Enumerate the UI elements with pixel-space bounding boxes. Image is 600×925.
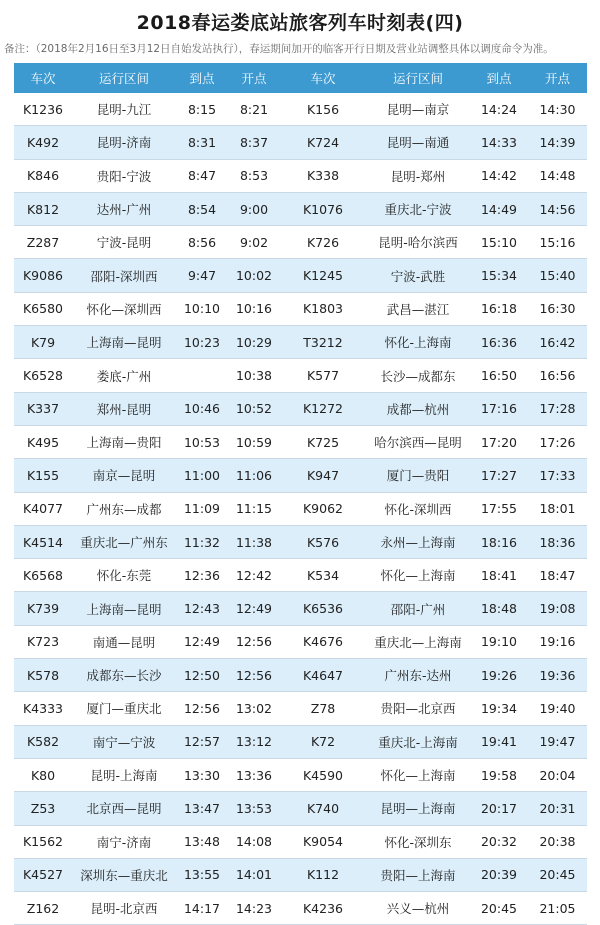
cell-route-2: 昆明-郑州: [390, 168, 446, 184]
cell-route-2: 贵阳—上海南: [380, 867, 456, 883]
cell-route: 南通—昆明: [92, 634, 156, 650]
table-row: [14, 293, 587, 326]
cell-arrival: 12:43: [183, 601, 221, 617]
table-row: [14, 326, 587, 359]
cell-arrival-2: 20:39: [480, 867, 518, 883]
cell-arrival-2: 14:49: [480, 201, 518, 217]
cell-departure: 13:12: [235, 734, 273, 750]
cell-arrival: 13:47: [183, 800, 221, 816]
cell-train-no-2: K338: [306, 168, 340, 184]
cell-train-no: K155: [26, 467, 60, 483]
cell-departure-2: 17:28: [539, 401, 576, 417]
cell-arrival-2: 19:41: [480, 734, 518, 750]
cell-train-no: K9086: [22, 268, 63, 284]
table-row: [14, 759, 587, 792]
cell-arrival-2: 15:10: [480, 234, 518, 250]
cell-arrival-2: 17:55: [480, 501, 518, 517]
cell-route-2: 昆明—南通: [386, 135, 450, 151]
cell-route: 南京—昆明: [92, 468, 156, 484]
cell-departure: 10:29: [235, 334, 273, 350]
cell-departure-2: 20:04: [539, 767, 576, 783]
cell-route: 昆明-北京西: [90, 901, 158, 917]
header-arrival-2: 到点: [486, 71, 512, 86]
cell-departure: 8:37: [239, 134, 269, 150]
cell-departure: 11:06: [235, 467, 273, 483]
table-row: [14, 393, 587, 426]
cell-train-no: K6580: [22, 301, 63, 317]
cell-train-no: K582: [26, 734, 60, 750]
cell-train-no: K6528: [22, 368, 63, 384]
cell-route-2: 怀化-深圳西: [384, 501, 452, 517]
cell-route-2: 成都—杭州: [386, 401, 450, 417]
cell-route: 怀化-东莞: [96, 568, 152, 584]
table-row: [14, 193, 587, 226]
cell-departure: 11:15: [235, 501, 273, 517]
table-row: [14, 859, 587, 892]
cell-route: 上海南—贵阳: [86, 435, 162, 451]
cell-train-no-2: K112: [306, 867, 340, 883]
cell-departure: 8:53: [239, 168, 269, 184]
cell-departure: 12:42: [235, 567, 273, 583]
cell-departure-2: 20:31: [539, 800, 576, 816]
cell-train-no: K492: [26, 134, 60, 150]
cell-train-no: Z162: [26, 900, 60, 916]
cell-train-no-2: Z78: [310, 700, 336, 716]
cell-train-no-2: K1076: [302, 201, 343, 217]
table-header: [14, 63, 587, 93]
table-row: [14, 259, 587, 292]
cell-train-no: K495: [26, 434, 60, 450]
cell-train-no: K739: [26, 601, 60, 617]
cell-arrival-2: 14:42: [480, 168, 518, 184]
cell-arrival-2: 16:50: [480, 368, 518, 384]
cell-train-no-2: K740: [306, 800, 340, 816]
table-row: [14, 126, 587, 159]
cell-arrival: 13:55: [183, 867, 221, 883]
cell-departure: 12:49: [235, 601, 273, 617]
cell-train-no: K4527: [22, 867, 63, 883]
cell-departure-2: 20:38: [539, 834, 576, 850]
cell-arrival: 10:23: [183, 334, 221, 350]
cell-route: 昆明-九江: [96, 102, 152, 118]
cell-train-no-2: K72: [310, 734, 336, 750]
cell-departure-2: 14:39: [539, 134, 576, 150]
table-row: [14, 559, 587, 592]
header-train-no-2: 车次: [310, 71, 336, 86]
cell-route-2: 长沙—成都东: [380, 368, 456, 384]
cell-arrival: 10:53: [183, 434, 221, 450]
cell-arrival-2: 18:48: [480, 601, 518, 617]
cell-route-2: 邵阳-广州: [390, 601, 446, 617]
header-departure-2: 开点: [544, 71, 570, 86]
cell-departure: 9:02: [239, 234, 269, 250]
cell-route-2: 宁波-武胜: [390, 268, 446, 284]
header-route-2: 运行区间: [392, 71, 443, 86]
cell-route-2: 怀化-上海南: [384, 335, 452, 351]
cell-departure-2: 15:16: [539, 234, 576, 250]
cell-arrival-2: 20:32: [480, 834, 518, 850]
cell-arrival-2: 17:16: [480, 401, 518, 417]
cell-route: 娄底-广州: [96, 368, 152, 384]
cell-arrival-2: 18:41: [480, 567, 518, 583]
cell-arrival-2: 14:24: [480, 101, 518, 117]
cell-arrival-2: 19:34: [480, 700, 518, 716]
cell-arrival: 8:56: [187, 234, 217, 250]
cell-arrival-2: 16:18: [480, 301, 518, 317]
header-route: 运行区间: [98, 71, 149, 86]
cell-train-no: K337: [26, 401, 60, 417]
table-row: [14, 226, 587, 259]
table-row: [14, 626, 587, 659]
cell-route: 昆明-济南: [96, 135, 152, 151]
cell-route-2: 昆明—上海南: [380, 801, 456, 817]
cell-route: 厦门—重庆北: [86, 701, 162, 717]
cell-route-2: 广州东-达州: [384, 668, 452, 684]
cell-departure-2: 16:56: [539, 368, 576, 384]
cell-route-2: 怀化-深圳东: [384, 834, 452, 850]
cell-departure: 12:56: [235, 634, 273, 650]
cell-train-no-2: K4676: [302, 634, 343, 650]
cell-train-no: K6568: [22, 567, 63, 583]
cell-train-no-2: K576: [306, 534, 340, 550]
cell-train-no: K1236: [22, 101, 63, 117]
cell-route: 深圳东—重庆北: [80, 867, 168, 883]
cell-train-no-2: K534: [306, 567, 340, 583]
cell-train-no: K1562: [22, 834, 63, 850]
cell-train-no-2: K9062: [302, 501, 343, 517]
cell-departure: 13:53: [235, 800, 273, 816]
cell-train-no-2: K1803: [302, 301, 343, 317]
cell-arrival-2: 17:27: [480, 467, 518, 483]
cell-arrival: 11:09: [183, 501, 221, 517]
cell-arrival-2: 20:45: [480, 900, 518, 916]
cell-departure-2: 14:30: [539, 101, 576, 117]
cell-train-no-2: K726: [306, 234, 340, 250]
cell-train-no: K4514: [22, 534, 63, 550]
cell-train-no-2: K156: [306, 101, 340, 117]
table-row: [14, 726, 587, 759]
cell-train-no-2: K1245: [302, 268, 343, 284]
cell-departure: 14:01: [235, 867, 273, 883]
cell-departure-2: 18:47: [539, 567, 576, 583]
cell-route: 南宁—宁波: [92, 734, 156, 750]
cell-train-no-2: K6536: [302, 601, 343, 617]
cell-arrival: 12:56: [183, 700, 221, 716]
cell-train-no-2: K1272: [302, 401, 343, 417]
cell-departure: 10:16: [235, 301, 273, 317]
cell-departure: 13:36: [235, 767, 273, 783]
cell-route-2: 哈尔滨西—昆明: [374, 435, 462, 451]
cell-departure: 10:59: [235, 434, 273, 450]
table-row: [14, 526, 587, 559]
cell-departure-2: 18:01: [539, 501, 576, 517]
cell-train-no: K846: [26, 168, 60, 184]
cell-arrival: 8:31: [187, 134, 217, 150]
cell-route-2: 昆明—南京: [386, 102, 450, 118]
cell-train-no-2: K577: [306, 368, 340, 384]
cell-departure-2: 20:45: [539, 867, 576, 883]
cell-arrival: 10:46: [183, 401, 221, 417]
cell-arrival: 10:10: [183, 301, 221, 317]
cell-arrival-2: 18:16: [480, 534, 518, 550]
cell-arrival: 8:54: [187, 201, 217, 217]
cell-route: 广州东—成都: [86, 501, 162, 517]
cell-departure: 10:38: [235, 368, 273, 384]
cell-departure-2: 16:30: [539, 301, 576, 317]
timetable: [14, 63, 587, 925]
header-arrival: 到点: [189, 71, 215, 86]
cell-route: 重庆北—广州东: [80, 535, 168, 550]
cell-route: 邵阳-深圳西: [90, 268, 158, 284]
page-title: 2018春运娄底站旅客列车时刻表(四): [136, 12, 464, 34]
header-train-no: 车次: [30, 71, 56, 86]
cell-departure-2: 19:47: [539, 734, 576, 750]
cell-route: 昆明-上海南: [90, 768, 158, 784]
cell-route: 怀化—深圳西: [86, 301, 162, 317]
table-row: [14, 792, 587, 825]
table-row: [14, 659, 587, 692]
cell-arrival: 8:15: [187, 101, 217, 117]
cell-train-no: K79: [30, 334, 56, 350]
cell-route-2: 永州—上海南: [380, 535, 456, 550]
cell-departure-2: 17:26: [539, 434, 576, 450]
cell-arrival-2: 19:10: [480, 634, 518, 650]
cell-route-2: 怀化—上海南: [380, 568, 456, 584]
cell-arrival-2: 20:17: [480, 800, 518, 816]
cell-departure: 14:08: [235, 834, 273, 850]
cell-departure-2: 15:40: [539, 268, 576, 284]
cell-arrival: 12:49: [183, 634, 221, 650]
cell-departure-2: 19:40: [539, 700, 576, 716]
cell-route-2: 重庆北-宁波: [384, 202, 452, 218]
cell-train-no: K723: [26, 634, 60, 650]
cell-train-no-2: K947: [306, 467, 340, 483]
cell-departure-2: 14:56: [539, 201, 576, 217]
table-row: [14, 826, 587, 859]
cell-route: 北京西—昆明: [86, 801, 162, 817]
cell-route: 宁波-昆明: [96, 235, 152, 251]
table-row: [14, 692, 587, 725]
cell-train-no-2: K4236: [302, 900, 343, 916]
cell-arrival: 11:00: [183, 467, 221, 483]
cell-route-2: 武昌—湛江: [386, 301, 450, 317]
cell-route-2: 重庆北-上海南: [378, 734, 458, 750]
cell-route-2: 重庆北—上海南: [374, 634, 462, 650]
cell-train-no-2: K725: [306, 434, 340, 450]
cell-route: 上海南—昆明: [86, 335, 162, 351]
cell-route: 南宁-济南: [96, 834, 152, 850]
cell-departure-2: 16:42: [539, 334, 576, 350]
cell-route: 成都东—长沙: [86, 668, 162, 684]
cell-arrival: 14:17: [183, 900, 221, 916]
cell-arrival-2: 15:34: [480, 268, 518, 284]
cell-route-2: 贵阳—北京西: [380, 701, 456, 717]
cell-departure: 14:23: [235, 900, 273, 916]
cell-route-2: 兴义—杭州: [386, 901, 450, 917]
cell-departure: 8:21: [239, 101, 269, 117]
table-row: [14, 426, 587, 459]
cell-departure: 11:38: [235, 534, 273, 550]
table-row: [14, 93, 587, 126]
cell-arrival: 12:36: [183, 567, 221, 583]
cell-route: 上海南—昆明: [86, 601, 162, 617]
cell-train-no: K578: [26, 667, 60, 683]
table-row: [14, 459, 587, 492]
cell-arrival-2: 14:33: [480, 134, 518, 150]
cell-departure: 10:02: [235, 268, 273, 284]
table-row: [14, 592, 587, 625]
table-row: [14, 160, 587, 193]
cell-departure-2: 18:36: [539, 534, 576, 550]
cell-train-no-2: K9054: [302, 834, 343, 850]
cell-arrival: 12:50: [183, 667, 221, 683]
header-departure: 开点: [241, 71, 267, 86]
cell-departure-2: 19:36: [539, 667, 576, 683]
table-row: [14, 359, 587, 392]
cell-arrival-2: 19:26: [480, 667, 518, 683]
cell-train-no-2: T3212: [303, 334, 343, 350]
cell-arrival: 8:47: [187, 168, 217, 184]
cell-arrival: 12:57: [183, 734, 221, 750]
cell-departure-2: 19:16: [539, 634, 576, 650]
cell-route: 郑州-昆明: [96, 401, 152, 417]
cell-arrival-2: 19:58: [480, 767, 518, 783]
cell-arrival: 11:32: [183, 534, 221, 550]
cell-train-no: Z53: [30, 800, 56, 816]
cell-departure-2: 19:08: [539, 601, 576, 617]
cell-train-no: K80: [30, 767, 56, 783]
cell-departure-2: 14:48: [539, 168, 576, 184]
cell-train-no: Z287: [26, 234, 60, 250]
cell-route: 贵阳-宁波: [96, 168, 152, 184]
cell-arrival-2: 17:20: [480, 434, 518, 450]
cell-route-2: 昆明-哈尔滨西: [378, 235, 458, 251]
note-text: 备注：（2018年2月16日至3月12日自始发站执行），春运期间加开的临客开行日期及营业站调整具体以调度命令为准。: [4, 43, 554, 55]
cell-arrival: 9:47: [187, 268, 217, 284]
cell-train-no: K4333: [22, 700, 63, 716]
cell-departure: 13:02: [235, 700, 273, 716]
cell-train-no: K812: [26, 201, 60, 217]
cell-route-2: 厦门—贵阳: [386, 468, 450, 484]
cell-departure: 9:00: [239, 201, 269, 217]
cell-arrival: 13:48: [183, 834, 221, 850]
cell-train-no-2: K4647: [302, 667, 343, 683]
cell-route: 达州-广州: [96, 202, 152, 218]
cell-departure-2: 17:33: [539, 467, 576, 483]
cell-train-no-2: K724: [306, 134, 340, 150]
cell-train-no-2: K4590: [302, 767, 343, 783]
table-row: [14, 892, 587, 925]
cell-arrival-2: 16:36: [480, 334, 518, 350]
cell-arrival: 13:30: [183, 767, 221, 783]
cell-train-no: K4077: [22, 501, 63, 517]
cell-departure-2: 21:05: [539, 900, 576, 916]
cell-departure: 10:52: [235, 401, 273, 417]
cell-route-2: 怀化—上海南: [380, 768, 456, 784]
table-row: [14, 493, 587, 526]
cell-departure: 12:56: [235, 667, 273, 683]
